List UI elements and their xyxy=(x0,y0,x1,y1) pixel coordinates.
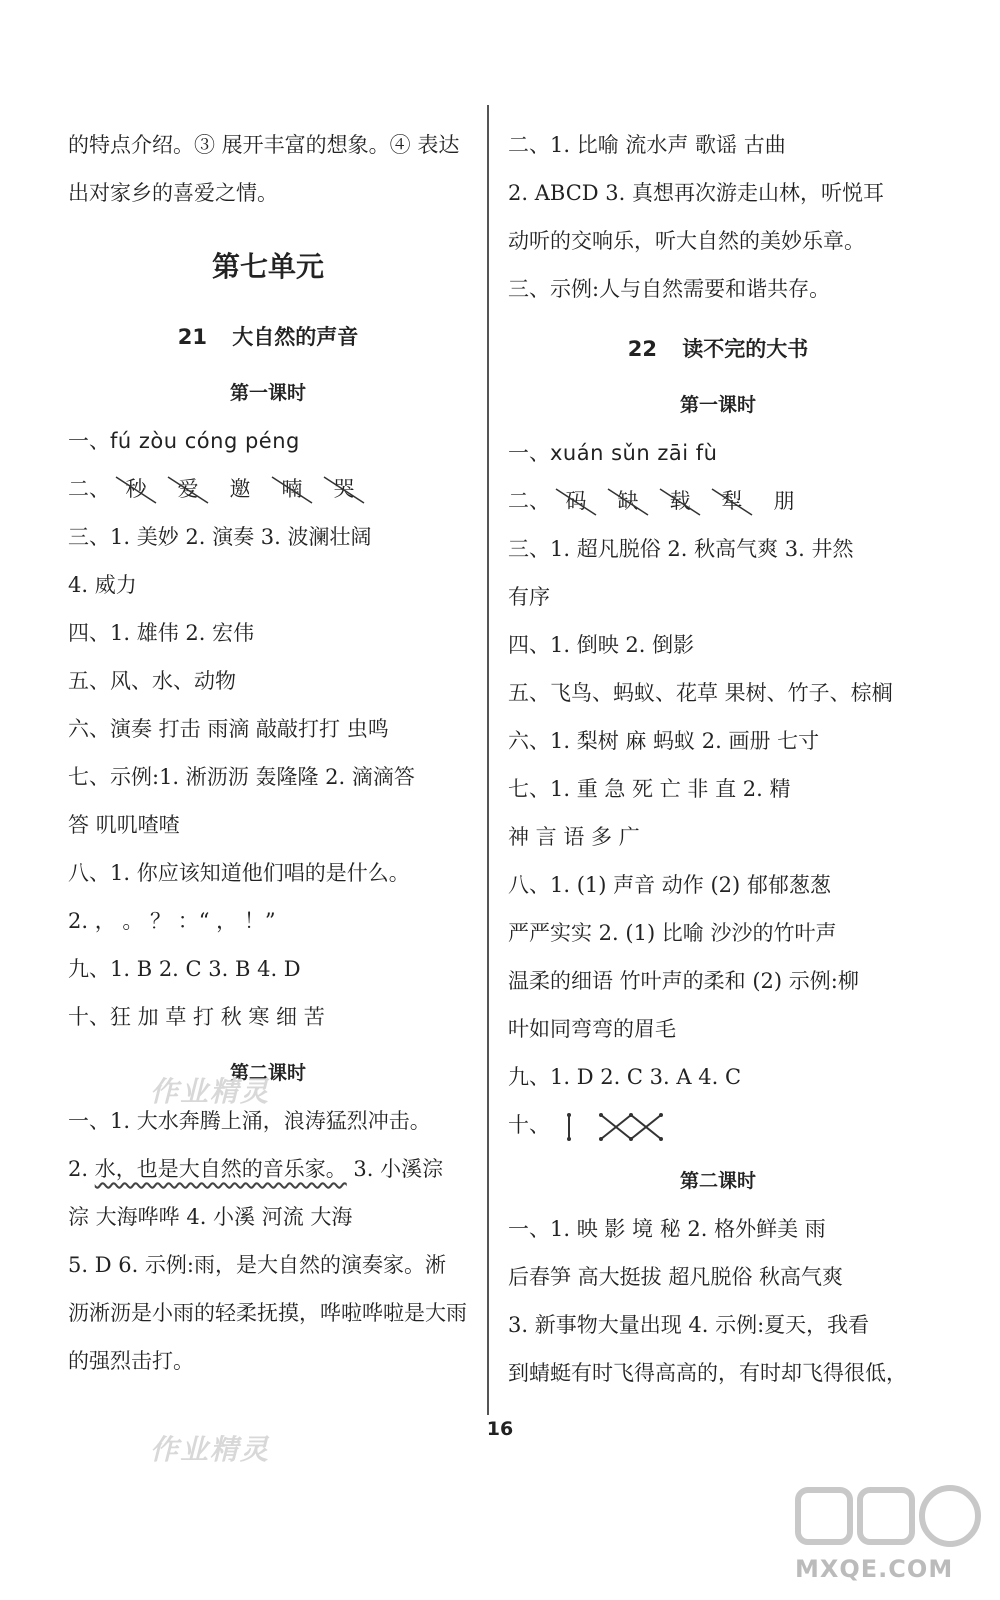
period-title: 第二课时 xyxy=(229,1062,306,1084)
answer-line: 3. 新事物大量出现 4. 示例:夏天，我看 xyxy=(508,1313,870,1337)
answer-line: 九、1. B 2. C 3. B 4. D xyxy=(68,957,301,981)
lesson-title xyxy=(68,309,468,365)
struck-characters xyxy=(110,469,370,509)
answer-line: 4. 威力 xyxy=(68,573,137,597)
answer-line: 一、1. 映 影 境 秘 2. 格外鲜美 雨 xyxy=(508,1217,826,1241)
struck-char: 秒 xyxy=(125,477,147,501)
lesson-name: 读不完的大书 xyxy=(682,337,809,361)
answer-line: 一、1. 大水奔腾上涌，浪涛猛烈冲击。 xyxy=(68,1109,431,1133)
answer-line: 叶如同弯弯的眉毛 xyxy=(508,1017,676,1041)
answer-line: 七、1. 重 急 死 亡 非 直 2. 精 xyxy=(508,777,791,801)
period-title: 第一课时 xyxy=(229,382,306,404)
answer-line: 三、1. 超凡脱俗 2. 秋高气爽 3. 井然 xyxy=(508,537,854,561)
answer-line: 动听的交响乐，听大自然的美妙乐章。 xyxy=(508,229,865,253)
answer-line: 沥淅沥是小雨的轻柔抚摸，哗啦哗啦是大雨 xyxy=(68,1301,467,1325)
answer-line xyxy=(508,433,928,481)
question-label: 一、 xyxy=(508,441,550,465)
lesson-name: 大自然的声音 xyxy=(232,325,359,349)
answer-line xyxy=(508,481,928,529)
struck-characters xyxy=(550,481,810,521)
watermark: 作业精灵 xyxy=(150,1433,271,1466)
struck-char: 缺 xyxy=(617,489,639,513)
answer-line: 十、狂 加 草 打 秋 寒 细 苦 xyxy=(68,1005,325,1029)
answer-line: 淙 大海哗哗 4. 小溪 河流 大海 xyxy=(68,1205,353,1229)
answer-line: 三、示例:人与自然需要和谐共存。 xyxy=(508,277,831,301)
answer-text: 3. 小溪淙 xyxy=(346,1157,444,1181)
item-number: 2. xyxy=(68,1157,89,1181)
struck-char: 爱 xyxy=(177,477,199,501)
answer-line: 四、1. 雄伟 2. 宏伟 xyxy=(68,621,255,645)
struck-char: 载 xyxy=(669,489,691,513)
lesson-number: 22 xyxy=(627,337,657,361)
answer-line xyxy=(68,421,468,469)
lesson-number: 21 xyxy=(177,325,207,349)
pinyin-answer: fú zòu cóng péng xyxy=(110,429,300,453)
answer-line: 2. ABCD 3. 真想再次游走山林，听悦耳 xyxy=(508,181,884,205)
answer-line xyxy=(68,469,468,517)
left-column xyxy=(68,125,468,1389)
answer-line: 二、1. 比喻 流水声 歌谣 古曲 xyxy=(508,133,786,157)
answer-line: 九、1. D 2. C 3. A 4. C xyxy=(508,1065,742,1089)
intro-line: 的特点介绍。③ 展开丰富的想象。④ 表达 xyxy=(68,133,460,157)
struck-char: 邀 xyxy=(229,477,251,501)
question-label: 一、 xyxy=(68,429,110,453)
answer-line: 后春笋 高大挺拔 超凡脱俗 秋高气爽 xyxy=(508,1265,844,1289)
site-logo-text: MXQE.COM xyxy=(795,1555,954,1583)
lesson-title xyxy=(508,321,928,377)
struck-char: 犁 xyxy=(721,489,743,513)
question-label: 二、 xyxy=(68,477,110,501)
period-title: 第一课时 xyxy=(679,394,756,416)
column-divider xyxy=(487,105,489,1415)
answer-line: 三、1. 美妙 2. 演奏 3. 波澜壮阔 xyxy=(68,525,372,549)
answer-line: 严严实实 2. (1) 比喻 沙沙的竹叶声 xyxy=(508,921,837,945)
answer-line: 四、1. 倒映 2. 倒影 xyxy=(508,633,695,657)
answer-line: 5. D 6. 示例:雨，是大自然的演奏家。淅 xyxy=(68,1253,447,1277)
page-number: 16 xyxy=(486,1418,514,1440)
answer-line: 八、1. (1) 声音 动作 (2) 郁郁葱葱 xyxy=(508,873,831,897)
answer-line xyxy=(68,1149,468,1197)
struck-char: 朋 xyxy=(773,489,795,513)
strike-marks-icon xyxy=(110,469,370,509)
answer-line: 答 叽叽喳喳 xyxy=(68,813,180,837)
wavy-underlined-sentence: 水，也是大自然的音乐家。 xyxy=(94,1157,347,1181)
strike-marks-icon xyxy=(550,481,810,521)
period-title: 第二课时 xyxy=(679,1170,756,1192)
answer-line: 八、1. 你应该知道他们唱的是什么。 xyxy=(68,861,410,885)
answer-line: 温柔的细语 竹叶声的柔和 (2) 示例:柳 xyxy=(508,969,859,993)
answer-line: 五、风、水、动物 xyxy=(68,669,236,693)
answer-line: 有序 xyxy=(508,585,550,609)
unit-title: 第七单元 xyxy=(211,250,324,283)
answer-line: 到蜻蜓有时飞得高高的，有时却飞得很低， xyxy=(508,1361,907,1385)
right-column xyxy=(508,125,928,1401)
answer-line: 神 言 语 多 广 xyxy=(508,825,640,849)
answer-line: 2. ， 。 ？ ：“ ， ！” xyxy=(68,909,276,933)
matching-lines-icon xyxy=(557,1109,667,1145)
struck-char: 喃 xyxy=(281,477,303,501)
question-label: 二、 xyxy=(508,489,550,513)
struck-char: 码 xyxy=(565,489,587,513)
answer-line: 六、1. 梨树 麻 蚂蚁 2. 画册 七寸 xyxy=(508,729,820,753)
answer-line xyxy=(508,1105,928,1153)
struck-char: 哭 xyxy=(333,477,355,501)
watermark: 作业精灵 xyxy=(150,1075,271,1108)
intro-line: 出对家乡的喜爱之情。 xyxy=(68,181,278,205)
answer-line: 五、飞鸟、蚂蚁、花草 果树、竹子、棕榈 xyxy=(508,681,893,705)
question-label: 十、 xyxy=(508,1113,550,1137)
answer-line: 七、示例:1. 淅沥沥 轰隆隆 2. 滴滴答 xyxy=(68,765,415,789)
answer-line: 的强烈击打。 xyxy=(68,1349,194,1373)
answer-line: 六、演奏 打击 雨滴 敲敲打打 虫鸣 xyxy=(68,717,389,741)
pinyin-answer: xuán sǔn zāi fù xyxy=(550,441,718,465)
